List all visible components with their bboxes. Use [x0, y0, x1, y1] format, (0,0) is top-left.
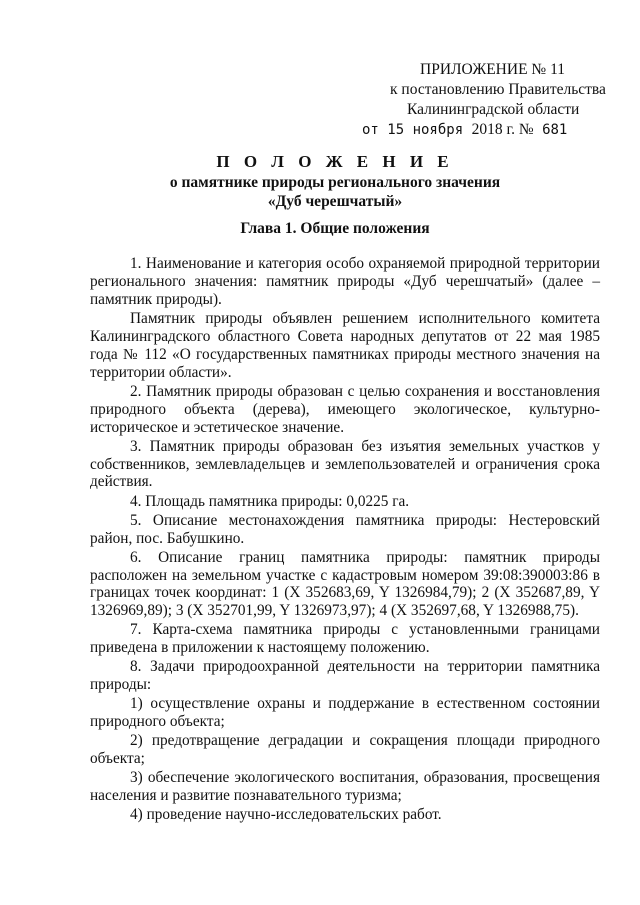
paragraph: 3) обеспечение экологического воспитания, образования, просвещения населения и развитие познавательного туризма; [90, 769, 600, 805]
title-subject: о памятнике природы регионального значения [169, 174, 501, 191]
paragraph: 1. Наименование и категория особо охраняемой природной территории регионального значения: памятник природы «Дуб черешчатый» (далее – памятник природы). [90, 255, 600, 308]
title-heading: П О Л О Ж Е Н И Е [216, 152, 454, 171]
appendix-region: Калининградской области [407, 101, 580, 118]
paragraph: 2. Памятник природы образован с целью сохранения и восстановления природного объекта (дерева), имеющего экологическое, культурно-историческое и эстетическое значение. [90, 382, 600, 436]
appendix-date-line [320, 120, 610, 140]
paragraph: 2) предотвращение деградации и сокращения площади природного объекта; [90, 732, 600, 768]
paragraph: 8. Задачи природоохранной деятельности на территории памятника природы: [90, 658, 600, 694]
paragraph: 4. Площадь памятника природы: 0,0225 га. [130, 492, 410, 510]
paragraph: 7. Карта-схема памятника природы с установленными границами приведена в приложении к настоящему положению. [90, 621, 600, 657]
paragraph: Памятник природы объявлен решением исполнительного комитета Калининградского областного Совета народных депутатов от 22 мая 1985 года № 112 «О государственных памятниках природы местного значения на территории области». [90, 309, 600, 381]
paragraph: 4) проведение научно-исследовательских работ. [130, 806, 442, 824]
paragraph: 6. Описание границ памятника природы: памятник природы расположен на земельном участке с кадастровым номером 39:08:390003:86 в границах точек координат: 1 (X 352683,69, Y 1326984,79); 2 (X 352687,89, Y 1326969,89); 3 (X 352701,99, Y 1326973,97); 4 (X 352697,68, Y 1326988,75). [90, 548, 600, 620]
paragraph: 3. Памятник природы образован без изъятия земельных участков у собственников, землевладельцев и землепользователей и ограничения срока действия. [90, 437, 600, 491]
appendix-number: 681 [542, 122, 568, 138]
chapter-heading: Глава 1. Общие положения [240, 220, 430, 237]
paragraph: 5. Описание местонахождения памятника природы: Нестеровский район, пос. Бабушкино. [90, 511, 600, 547]
document-body [90, 255, 600, 826]
document-title [80, 152, 590, 211]
appendix-resolution: к постановлению Правительства [390, 81, 606, 98]
appendix-date: от 15 ноября [362, 122, 464, 138]
appendix-year: 2018 г. № [471, 121, 534, 138]
appendix-header [320, 60, 610, 140]
paragraph: 1) осуществление охраны и поддержание в естественном состоянии природного объекта; [90, 695, 600, 731]
title-object: «Дуб черешчатый» [267, 193, 403, 210]
appendix-label: ПРИЛОЖЕНИЕ № 11 [420, 61, 566, 78]
